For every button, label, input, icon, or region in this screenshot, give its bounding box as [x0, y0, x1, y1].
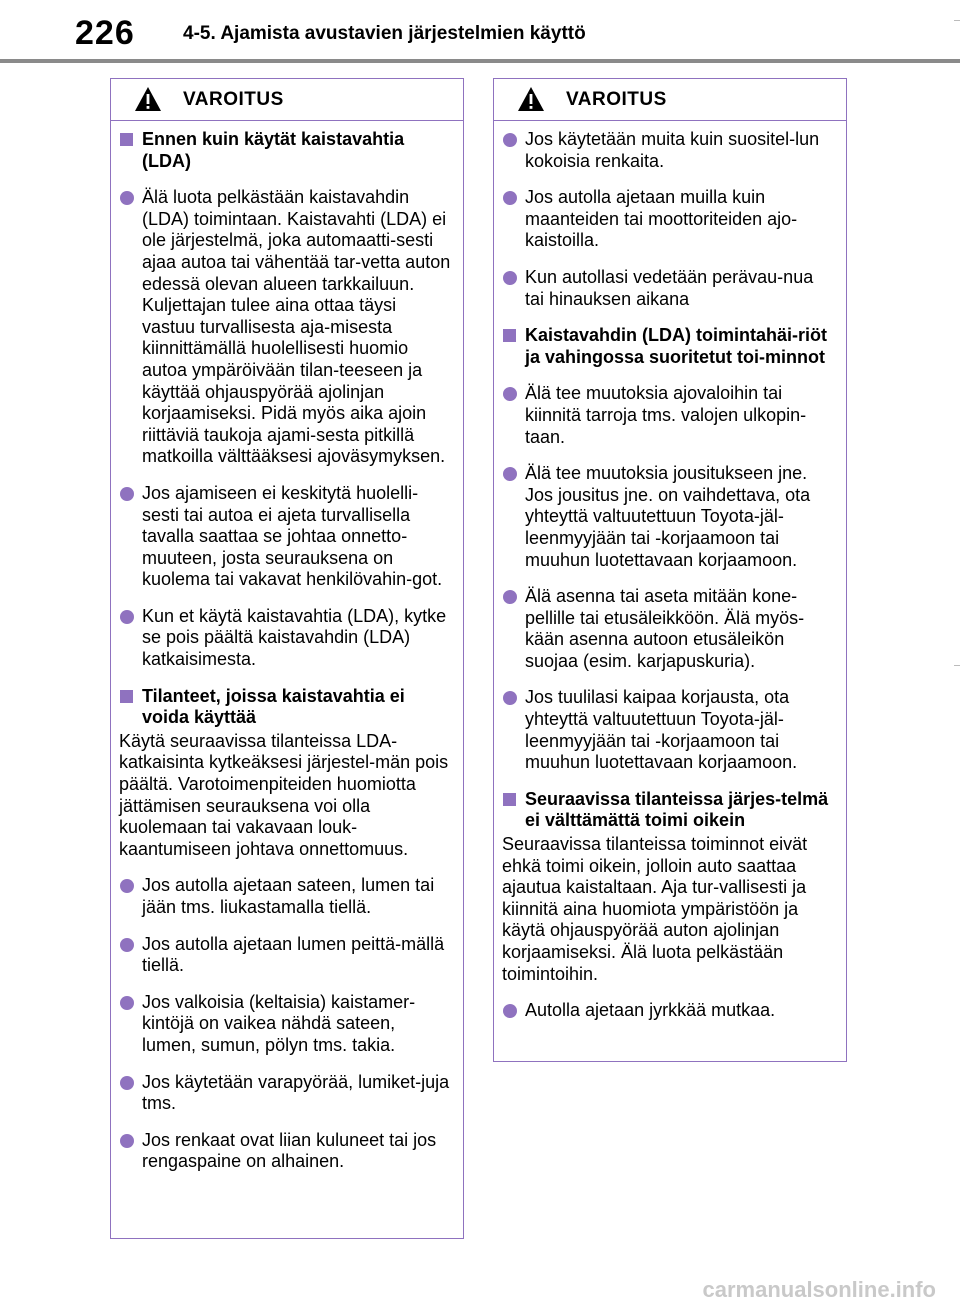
- header-rule: [0, 59, 960, 63]
- watermark: carmanualsonline.info: [702, 1277, 936, 1302]
- list-item: Kun et käytä kaistavahtia (LDA), kytke se pois päältä kaistavahdin (LDA) katkaisimesta.: [119, 606, 453, 671]
- warning-box-left: [110, 78, 464, 1239]
- page-header: [0, 0, 960, 66]
- margin-mark: [954, 20, 960, 21]
- warning-title: VAROITUS: [566, 89, 667, 110]
- page-number: 226: [75, 14, 135, 52]
- section-heading: Seuraavissa tilanteissa järjes-telmä ei välttämättä toimi oikein: [502, 789, 836, 832]
- section-title: 4-5. Ajamista avustavien järjestelmien käyttö: [183, 23, 586, 44]
- paragraph: Seuraavissa tilanteissa toiminnot eivät ehkä toimi oikein, jolloin auto saattaa ajautua kaistaltaan. Aja tur-vallisesti ja kiinnitä aina huomiota ympäristöön ja käytä ohjauspyörää auton ajolinjan korjaamiseksi. Älä luota pelkästään toimintoihin.: [502, 834, 808, 984]
- margin-mark: [954, 665, 960, 666]
- list-item: Jos autolla ajetaan sateen, lumen tai jään tms. liukastamalla tiellä.: [119, 875, 453, 918]
- list-item: Älä asenna tai aseta mitään kone-pellille tai etusäleikköön. Älä myös-kään asenna autoon etusäleikön suojaa (esim. karjapuskuria).: [502, 586, 836, 672]
- warning-header: [111, 79, 463, 121]
- list-item: Jos käytetään muita kuin suositel-lun kokoisia renkaita.: [502, 129, 836, 172]
- list-item: Jos ajamiseen ei keskitytä huolelli-sesti tai autoa ei ajeta turvallisella tavalla saattaa se johtaa onnetto-muuteen, josta seurauksena on kuolema tai vakavat henkilövahin-got.: [119, 483, 453, 591]
- list-item: Jos tuulilasi kaipaa korjausta, ota yhteyttä valtuutettuun Toyota-jäl-leenmyyjään tai -korjaamoon tai muuhun luotettavaan korjaamoon.: [502, 687, 836, 773]
- warning-triangle-icon: [134, 86, 162, 112]
- warning-triangle-icon: [517, 86, 545, 112]
- list-item: Älä luota pelkästään kaistavahdin (LDA) toimintaan. Kaistavahti (LDA) ei ole järjestelmä, joka automaatti-sesti ajaa autoa tai vähentää tar-vetta auton edessä olevan alueen tarkkailuun. Kuljettajan tulee aina ottaa täysi vastuu turvallisesta aja-misesta kiinnittämällä huolellisesti huomio autoa ympäröivään tilan-teeseen ja käyttää ohjauspyörää ajolinjan korjaamiseksi. Pidä myös aika ajoin riittäviä taukoja ajami-sesta pitkillä matkoilla välttääksesi ajoväsymyksen.: [119, 187, 453, 468]
- list-item: Jos autolla ajetaan lumen peittä-mällä tiellä.: [119, 934, 453, 977]
- list-item: Autolla ajetaan jyrkkää mutkaa.: [502, 1000, 836, 1022]
- section-heading: Kaistavahdin (LDA) toimintahäi-riöt ja vahingossa suoritetut toi-minnot: [502, 325, 836, 368]
- warning-box-right: [493, 78, 847, 1062]
- paragraph: Käytä seuraavissa tilanteissa LDA-katkaisinta kytkeäksesi järjestel-män pois päältä. Varotoimenpiteiden huomiotta jättämisen seurauksena voi olla kuolemaan tai vakavaan louk-kaantumiseen johtava onnettomuus.: [119, 730, 449, 859]
- list-item: Jos renkaat ovat liian kuluneet tai jos rengaspaine on alhainen.: [119, 1130, 453, 1173]
- list-item: Jos käytetään varapyörää, lumiket-juja tms.: [119, 1072, 453, 1115]
- warning-header: [494, 79, 846, 121]
- list-item: Älä tee muutoksia jousitukseen jne. Jos jousitus jne. on vaihdettava, ota yhteyttä valtuutettuun Toyota-jäl-leenmyyjään tai -korjaamoon tai muuhun luotettavaan korjaamoon.: [502, 463, 836, 571]
- list-item: Jos autolla ajetaan muilla kuin maanteiden tai moottoriteiden ajo-kaistoilla.: [502, 187, 836, 252]
- section-heading: Tilanteet, joissa kaistavahtia ei voida käyttää: [119, 686, 453, 729]
- list-item: Jos valkoisia (keltaisia) kaistamer-kintöjä on vaikea nähdä sateen, lumen, sumun, pölyn tms. takia.: [119, 992, 453, 1057]
- warning-title: VAROITUS: [183, 89, 284, 110]
- section-heading: Ennen kuin käytät kaistavahtia (LDA): [119, 129, 453, 172]
- list-item: Älä tee muutoksia ajovaloihin tai kiinnitä tarroja tms. valojen ulkopin-taan.: [502, 383, 836, 448]
- list-item: Kun autollasi vedetään perävau-nua tai hinauksen aikana: [502, 267, 836, 310]
